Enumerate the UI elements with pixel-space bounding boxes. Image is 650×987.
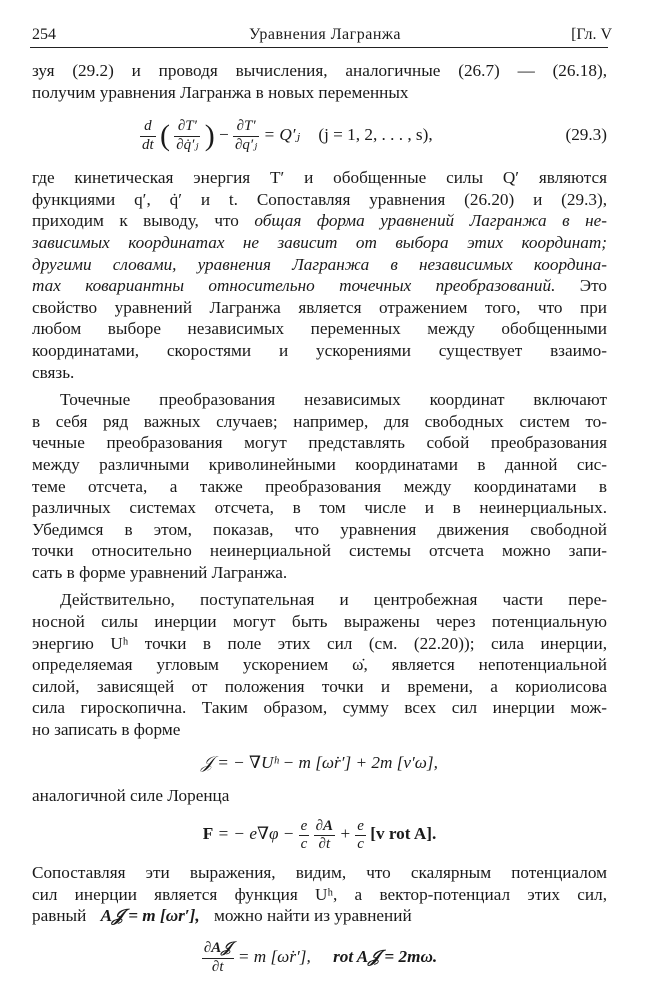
text-line: между различными криволинейными координатами в данной сис- — [32, 454, 607, 474]
page-number: 254 — [32, 26, 56, 43]
fraction-e-c — [299, 818, 310, 854]
fraction-numerator: ∂A — [314, 818, 335, 836]
text-line: в себя ряд важных случаев; например, для свободных систем то- — [32, 411, 607, 431]
text-line: различных системах отсчета, в том числе и в неинерциальных. — [32, 498, 607, 518]
equation-body — [202, 817, 437, 852]
equation-condition: (j = 1, 2, . . . , s), — [318, 125, 433, 145]
fraction-e-c — [355, 818, 366, 854]
equation-part: = m [ω̇r′], — [233, 947, 311, 966]
text-line: определяемая угловым ускорением ω̇, является непотенциальной — [32, 655, 607, 675]
paren-open: ( — [159, 119, 170, 153]
text-line: теме отсчета, а также преобразования между координатами в — [32, 476, 607, 496]
fraction-numerator: ∂T′ — [174, 118, 200, 136]
chapter-label: [Гл. V — [571, 26, 612, 43]
equation-final — [32, 927, 607, 987]
text-line: зуя (29.2) и проводя вычисления, аналогичные (26.7) — (26.18), — [32, 61, 607, 80]
equation-part: [v rot A]. — [365, 824, 437, 844]
fraction-numerator: e — [355, 818, 366, 836]
fraction-denominator: ∂t — [318, 835, 331, 852]
text-line: аналогичной силе Лоренца — [32, 785, 230, 805]
text-line — [32, 905, 607, 927]
equation-lorentz — [32, 806, 607, 862]
italic-line: другими словами, уравнения Лагранжа в независимых координа- — [32, 254, 607, 274]
paren-close: ) — [204, 119, 215, 153]
equation-inertia — [32, 741, 607, 785]
force-symbol: F — [202, 824, 214, 844]
text-line: но записать в форме — [32, 720, 181, 740]
italic-run: тах ковариантны относительно точечных преобразований. — [32, 276, 556, 296]
italic-line: зависимых координатах не зависит от выбора этих координат; — [32, 232, 607, 252]
italic-run: общая форма уравнений Лагранжа в не- — [254, 211, 607, 231]
text-line: функциями q′, q̇′ и t. Сопоставляя уравнения (26.20) и (29.3), — [32, 189, 607, 209]
text-run: приходим к выводу, что — [32, 211, 255, 231]
fraction-dT-dqdot — [174, 118, 200, 154]
equation-part: = − e∇φ − — [213, 824, 299, 844]
text-line: любом выборе независимых переменных между обобщенными — [32, 319, 607, 339]
fraction-denominator: ∂q′ⱼ — [235, 136, 258, 153]
text-run: равный — [32, 906, 91, 926]
fraction-dA-dt — [314, 818, 335, 854]
text-line: Точечные преобразования независимых координат включают — [60, 390, 607, 410]
equation-rhs: = Q′ⱼ — [263, 125, 301, 145]
fraction-dT-dq — [233, 118, 259, 154]
text-line: сил инерции является функция Uʰ, а вектор-потенциал этих сил, — [32, 884, 607, 904]
vector-potential-expr: A𝒥 = m [ωr′], — [100, 906, 200, 926]
text-line: сила гироскопична. Таким образом, сумму всех сил инерции мож- — [32, 698, 607, 718]
fraction-denominator: dt — [142, 136, 154, 153]
header-rule — [30, 47, 608, 48]
text-line: координатами, скоростями и ускорениями существует взаимо- — [32, 340, 607, 360]
equation-body — [140, 103, 433, 168]
fraction-numerator: d — [140, 118, 156, 136]
fraction-numerator: ∂T′ — [233, 118, 259, 136]
text-line — [32, 275, 607, 297]
equation-part: rot A𝒥 = 2mω. — [333, 947, 438, 966]
equation-number: (29.3) — [565, 125, 607, 145]
minus-sign: − — [219, 125, 234, 145]
fraction-denominator: ∂t — [211, 958, 224, 975]
fraction-numerator: e — [299, 818, 310, 836]
page-body — [32, 60, 607, 987]
text-line: носной силы инерции могут быть выражены через потенциальную — [32, 612, 607, 632]
text-line: Убедимся в этом, показав, что уравнения движения свободной — [32, 519, 607, 539]
text-line: где кинетическая энергия T′ и обобщенные силы Q′ являются — [32, 168, 607, 188]
text-line: получим уравнения Лагранжа в новых переменных — [32, 82, 409, 102]
text-run: можно найти из уравнений — [209, 906, 412, 926]
fraction-denominator: c — [300, 835, 308, 852]
equation-body: 𝒥 = − ∇Uʰ − m [ω̇r′] + 2m [v′ω], — [201, 752, 438, 772]
equation-29-3 — [32, 103, 607, 167]
text-line: Действительно, поступательная и центробежная части пере- — [60, 590, 607, 610]
text-line: Сопоставляя эти выражения, видим, что скалярным потенциалом — [32, 863, 607, 883]
running-title: Уравнения Лагранжа — [248, 26, 402, 43]
text-line: чечные преобразования могут представлять собой преобразования — [32, 433, 607, 453]
fraction-numerator: ∂A𝒥 — [202, 940, 234, 958]
fraction-dA-dt — [202, 940, 234, 976]
equation-body — [202, 940, 438, 975]
text-line: точки относительно неинерциальной системы отсчета можно запи- — [32, 541, 607, 561]
text-line: сать в форме уравнений Лагранжа. — [32, 562, 288, 582]
text-run: Это — [555, 276, 607, 296]
fraction-denominator: c — [357, 835, 364, 852]
plus-sign: + — [335, 824, 356, 844]
text-line: связь. — [32, 362, 75, 382]
text-line: свойство уравнений Лагранжа является отражением того, что при — [32, 297, 607, 317]
text-line — [32, 210, 607, 232]
fraction-d-dt — [140, 118, 156, 154]
fraction-denominator: ∂q̇′ⱼ — [176, 136, 199, 153]
text-line: энергию Uʰ точки в поле этих сил (см. (22.20)); сила инерции, — [32, 633, 607, 653]
text-line: силой, зависящей от положения точки и времени, а кориолисова — [32, 676, 607, 696]
